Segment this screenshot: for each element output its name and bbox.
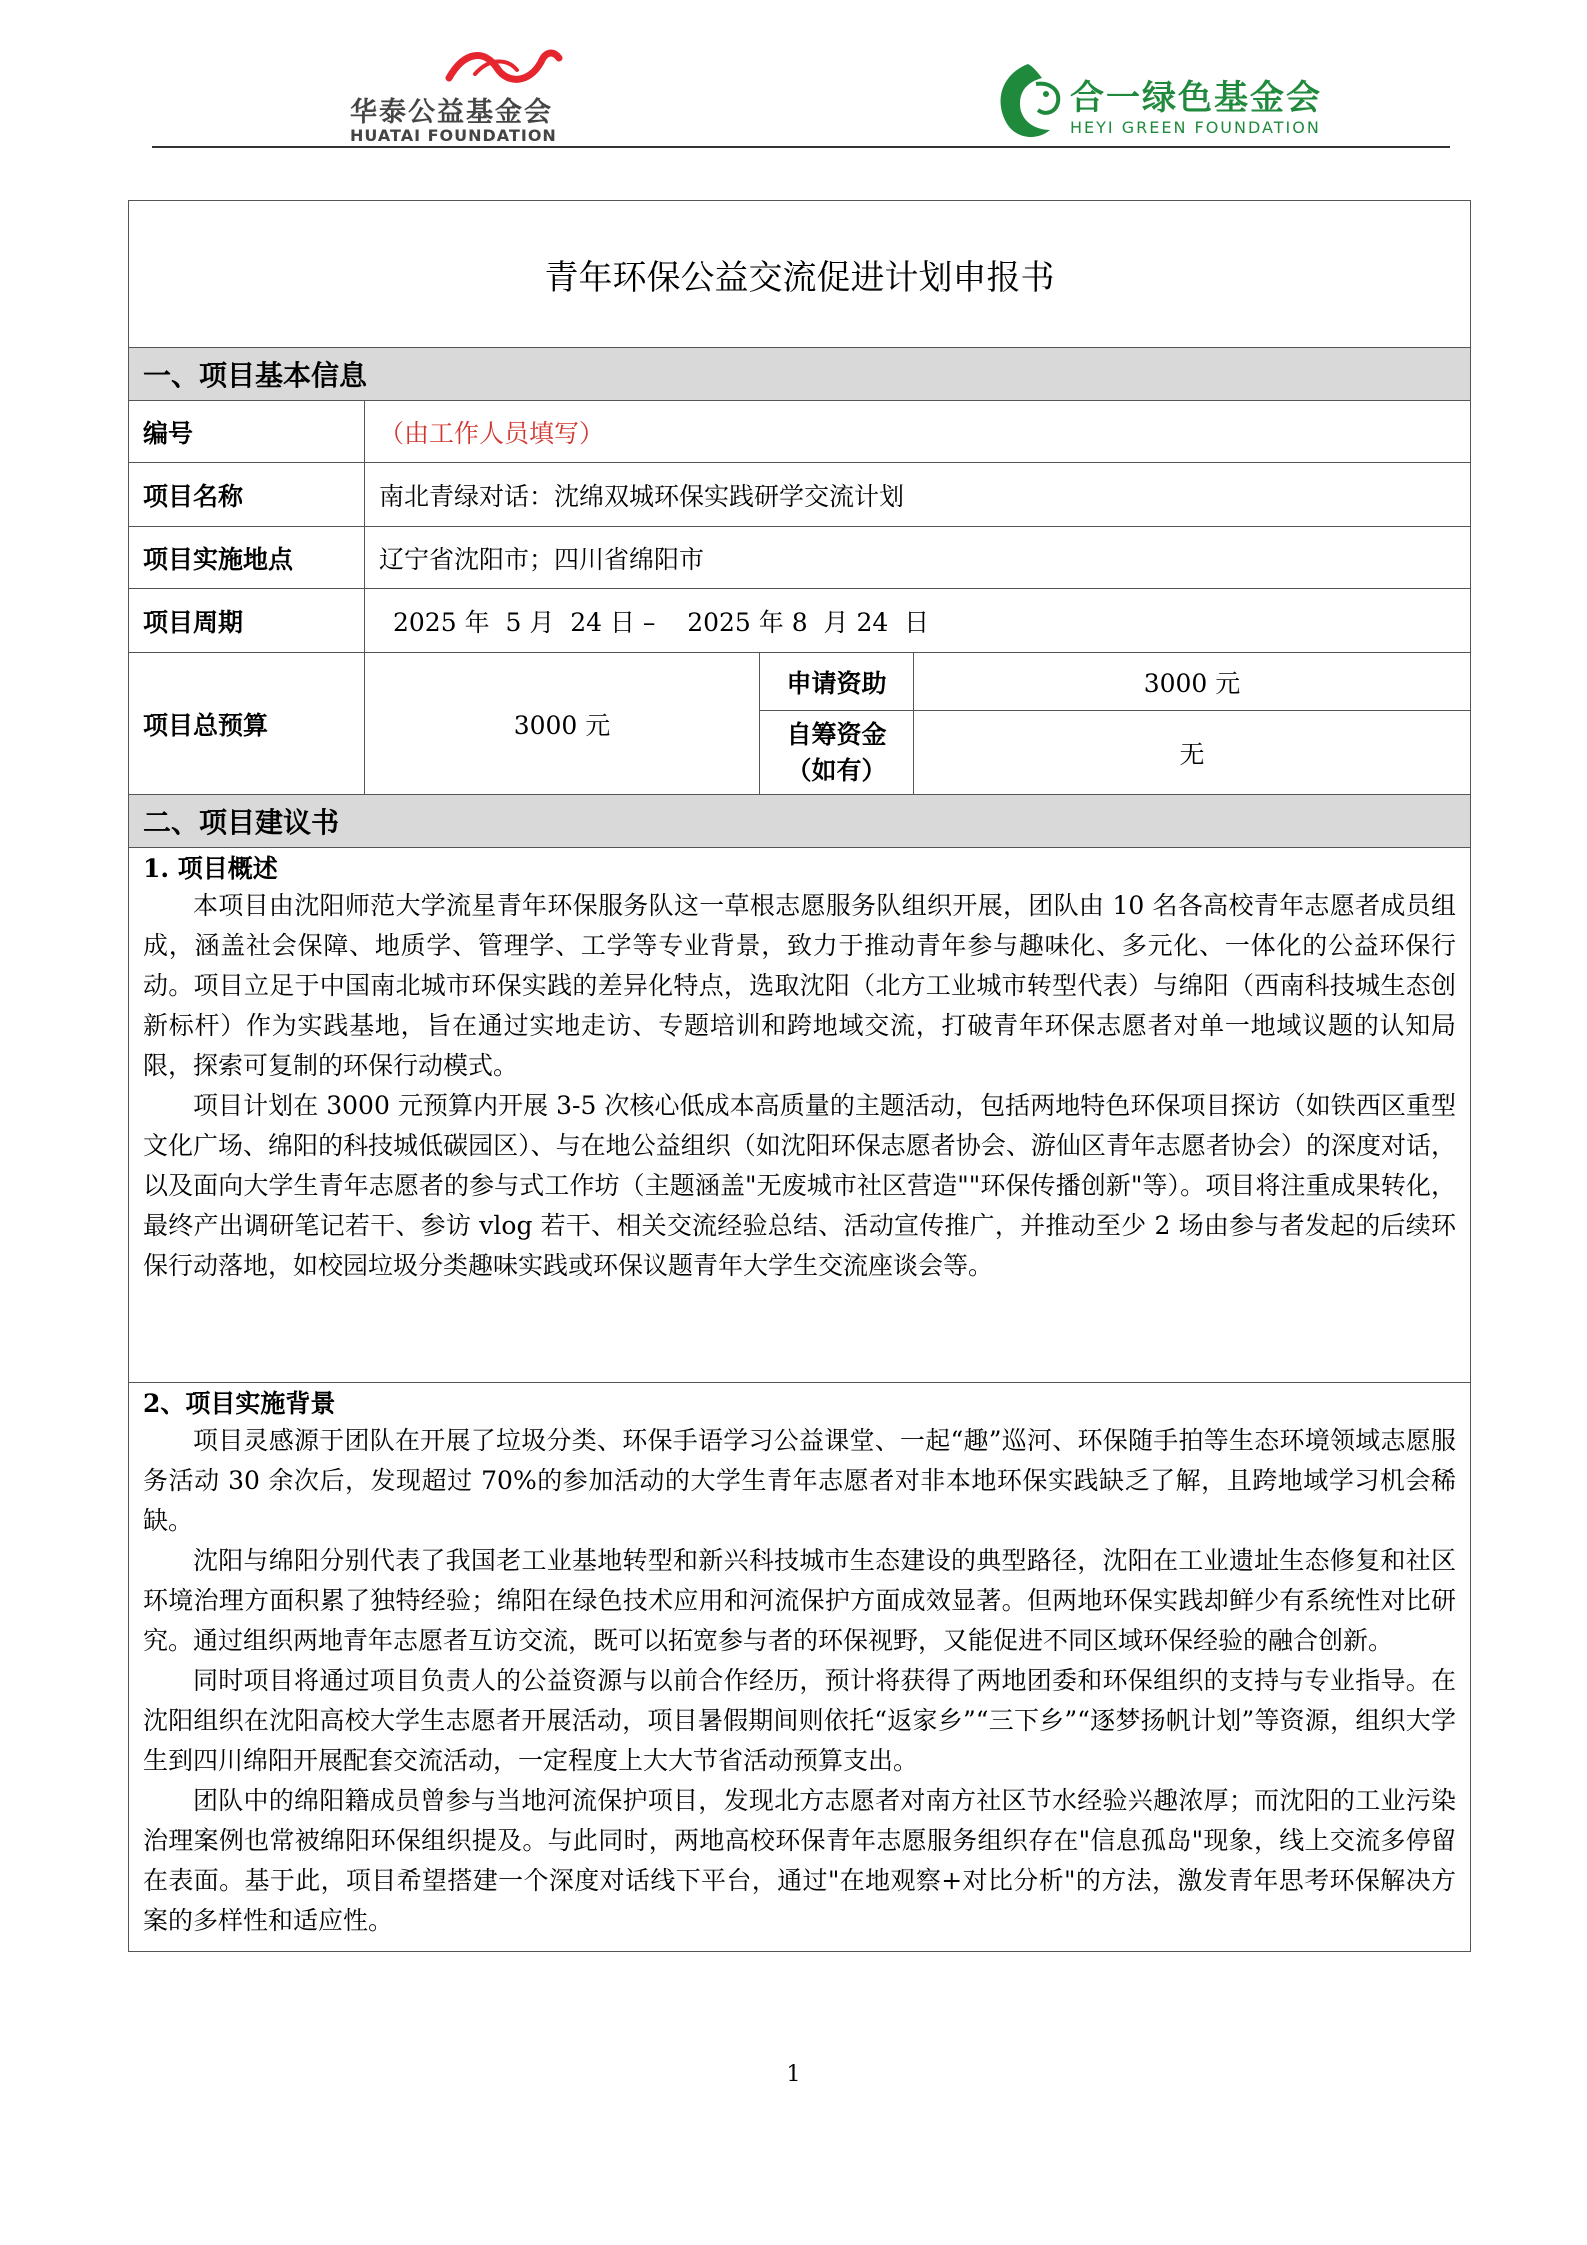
- self-funding-value: 无: [914, 711, 1471, 795]
- heyi-logo: [990, 60, 1450, 160]
- project-name-value: 南北青绿对话：沈绵双城环保实践研学交流计划: [365, 463, 1471, 527]
- huatai-cn-name: 华泰公益基金会: [350, 97, 553, 128]
- apply-funding-label: 申请资助: [760, 653, 914, 711]
- background-heading: 2、项目实施背景: [143, 1389, 336, 1418]
- huatai-logo: [250, 40, 570, 145]
- budget-value: 3000 元: [365, 653, 760, 795]
- budget-label: 项目总预算: [129, 653, 365, 795]
- huatai-ribbon-icon: [445, 44, 565, 88]
- heyi-en-name: HEYI GREEN FOUNDATION: [1070, 118, 1321, 137]
- overview-paragraph: 本项目由沈阳师范大学流星青年环保服务队这一草根志愿服务队组织开展，团队由 10 名各高校青年志愿者成员组成，涵盖社会保障、地质学、管理学、工学等专业背景，致力于推动青年参与趣味化、多元化、一体化的公益环保行动。项目立足于中国南北城市环保实践的差异化特点，选取沈阳（北方工业城市转型代表）与绵阳（西南科技城生态创新标杆）作为实践基地，旨在通过实地走访、专题培训和跨地域交流，打破青年环保志愿者对单一地域议题的认知局限，探索可复制的环保行动模式。: [143, 891, 1456, 1080]
- header-divider: [152, 146, 1450, 148]
- background-paragraph: 同时项目将通过项目负责人的公益资源与以前合作经历，预计将获得了两地团委和环保组织的支持与专业指导。在沈阳组织在沈阳高校大学生志愿者开展活动，项目暑假期间则依托“返家乡”“三下乡”“逐梦扬帆计划”等资源，组织大学生到四川绵阳开展配套交流活动，一定程度上大大节省活动预算支出。: [143, 1666, 1456, 1775]
- background-paragraph: 团队中的绵阳籍成员曾参与当地河流保护项目，发现北方志愿者对南方社区节水经验兴趣浓厚；而沈阳的工业污染治理案例也常被绵阳环保组织提及。与此同时，两地高校环保青年志愿服务组织存在"信息孤岛"现象，线上交流多停留在表面。基于此，项目希望搭建一个深度对话线下平台，通过"在地观察+对比分析"的方法，激发青年思考环保解决方案的多样性和适应性。: [143, 1786, 1456, 1935]
- location-value: 辽宁省沈阳市；四川省绵阳市: [365, 527, 1471, 589]
- location-label: 项目实施地点: [129, 527, 365, 589]
- period-value: 2025 年 5 月 24 日 – 2025 年 8 月 24 日: [365, 589, 1471, 653]
- number-label: 编号: [129, 401, 365, 463]
- apply-funding-value: 3000 元: [914, 653, 1471, 711]
- background-paragraph: 项目灵感源于团队在开展了垃圾分类、环保手语学习公益课堂、一起“趣”巡河、环保随手拍等生态环境领域志愿服务活动 30 余次后，发现超过 70%的参加活动的大学生青年志愿者对非本地环保实践缺乏了解，且跨地域学习机会稀缺。: [143, 1426, 1456, 1535]
- number-value: （由工作人员填写）: [365, 401, 1471, 463]
- background-paragraph: 沈阳与绵阳分别代表了我国老工业基地转型和新兴科技城市生态建设的典型路径，沈阳在工业遗址生态修复和社区环境治理方面积累了独特经验；绵阳在绿色技术应用和河流保护方面成效显著。但两地环保实践却鲜少有系统性对比研究。通过组织两地青年志愿者互访交流，既可以拓宽参与者的环保视野，又能促进不同区域环保经验的融合创新。: [143, 1546, 1456, 1655]
- heyi-cn-name: 合一绿色基金会: [1070, 78, 1322, 118]
- self-funding-label: 自筹资金（如有）: [760, 711, 914, 795]
- page-header: [150, 40, 1450, 150]
- overview-cell: [129, 848, 1471, 1383]
- period-label: 项目周期: [129, 589, 365, 653]
- heyi-leaf-icon: [990, 60, 1066, 144]
- project-name-label: 项目名称: [129, 463, 365, 527]
- section-basic-info: 一、项目基本信息: [129, 348, 1471, 401]
- huatai-en-name: HUATAI FOUNDATION: [350, 126, 557, 145]
- background-cell: [129, 1383, 1471, 1952]
- overview-heading: 1. 项目概述: [143, 854, 278, 883]
- form-title: 青年环保公益交流促进计划申报书: [129, 201, 1471, 348]
- overview-paragraph: 项目计划在 3000 元预算内开展 3-5 次核心低成本高质量的主题活动，包括两地特色环保项目探访（如铁西区重型文化广场、绵阳的科技城低碳园区）、与在地公益组织（如沈阳环保志愿者协会、游仙区青年志愿者协会）的深度对话，以及面向大学生青年志愿者的参与式工作坊（主题涵盖"无废城市社区营造""环保传播创新"等）。项目将注重成果转化，最终产出调研笔记若干、参访 vlog 若干、相关交流经验总结、活动宣传推广，并推动至少 2 场由参与者发起的后续环保行动落地，如校园垃圾分类趣味实践或环保议题青年大学生交流座谈会等。: [143, 1091, 1456, 1280]
- application-form: [128, 200, 1471, 1952]
- page-number: 1: [786, 2062, 801, 2087]
- section-proposal: 二、项目建议书: [129, 795, 1471, 848]
